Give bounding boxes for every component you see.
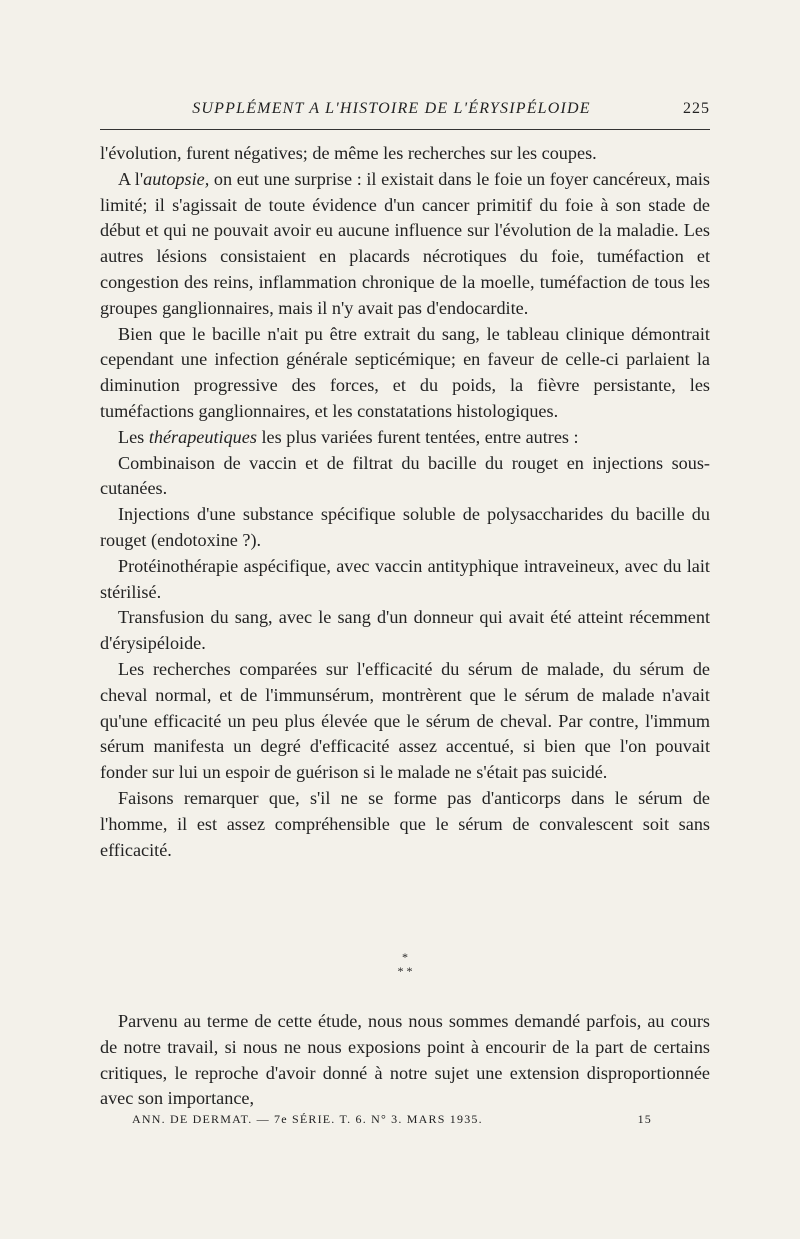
header-rule [100, 129, 710, 130]
separator-stars: * * [397, 964, 413, 978]
separator-star: * [402, 950, 408, 964]
paragraph: Les recherches comparées sur l'efficacité du sérum de malade, du sérum de cheval normal, et de l'immunsérum, montrèrent que le sérum de malade n'avait qu'une efficacité un peu plus élevée que le sérum de cheval. Par contre, l'immum sérum manifesta un degré d'efficacité assez accentué, si bien que l'on pouvait fonder sur lui un espoir de guérison si le malade ne s'était pas suicidé. [100, 658, 710, 783]
paragraph: Combinaison de vaccin et de filtrat du bacille du rouget en injections sous-cutanées. [100, 452, 710, 499]
paragraph: Protéinothérapie aspécifique, avec vaccin antityphique intraveineux, avec du lait stérilisé. [100, 555, 710, 602]
journal-citation: ANN. DE DERMAT. — 7e SÉRIE. T. 6. N° 3. MARS 1935. [132, 1112, 483, 1126]
page-footer [132, 1112, 652, 1127]
page-number: 225 [683, 100, 710, 117]
paragraph: Bien que le bacille n'ait pu être extrait du sang, le tableau clinique démontrait cependant une infection générale septicémique; en faveur de celle-ci parlaient la diminution progressive des forces, et du poids, la fièvre persistante, les tuméfactions ganglionnaires, et les constatations histologiques. [100, 323, 710, 421]
paragraph: Faisons remarquer que, s'il ne se forme pas d'anticorps dans le sérum de l'homme, il est assez compréhensible que le sérum de convalescent soit sans efficacité. [100, 787, 710, 860]
paragraph: A l'autopsie, on eut une surprise : il existait dans le foie un foyer cancéreux, mais limité; il s'agissait de toute évidence d'un cancer primitif du foie à son stade de début et qui ne pouvait avoir eu aucune influence sur l'évolution de la maladie. Les autres lésions consistaient en placards nécrotiques du foie, tuméfaction et congestion des reins, inflammation chronique de la moelle, tuméfaction de tous les groupes ganglionnaires, mais il n'y avait pas d'endocardite. [100, 168, 710, 318]
body-text [100, 141, 710, 863]
signature-mark: 15 [637, 1112, 652, 1126]
section-separator [100, 950, 710, 978]
paragraph: l'évolution, furent négatives; de même les recherches sur les coupes. [100, 143, 597, 163]
running-header [100, 100, 710, 118]
paragraph: Injections d'une substance spécifique soluble de polysaccharides du bacille du rouget (endotoxine ?). [100, 504, 710, 550]
paragraph: Transfusion du sang, avec le sang d'un donneur qui avait été atteint récemment d'érysipéloide. [100, 607, 710, 654]
running-title: SUPPLÉMENT A L'HISTOIRE DE L'ÉRYSIPÉLOIDE [192, 100, 591, 117]
closing-text [100, 1009, 710, 1112]
paragraph: Les thérapeutiques les plus variées furent tentées, entre autres : [118, 426, 579, 447]
paragraph: Parvenu au terme de cette étude, nous nous sommes demandé parfois, au cours de notre travail, si nous ne nous exposions point à encourir de la part de certains critiques, le reproche d'avoir donné à notre sujet une extension disproportionnée avec son importance, [100, 1011, 710, 1109]
